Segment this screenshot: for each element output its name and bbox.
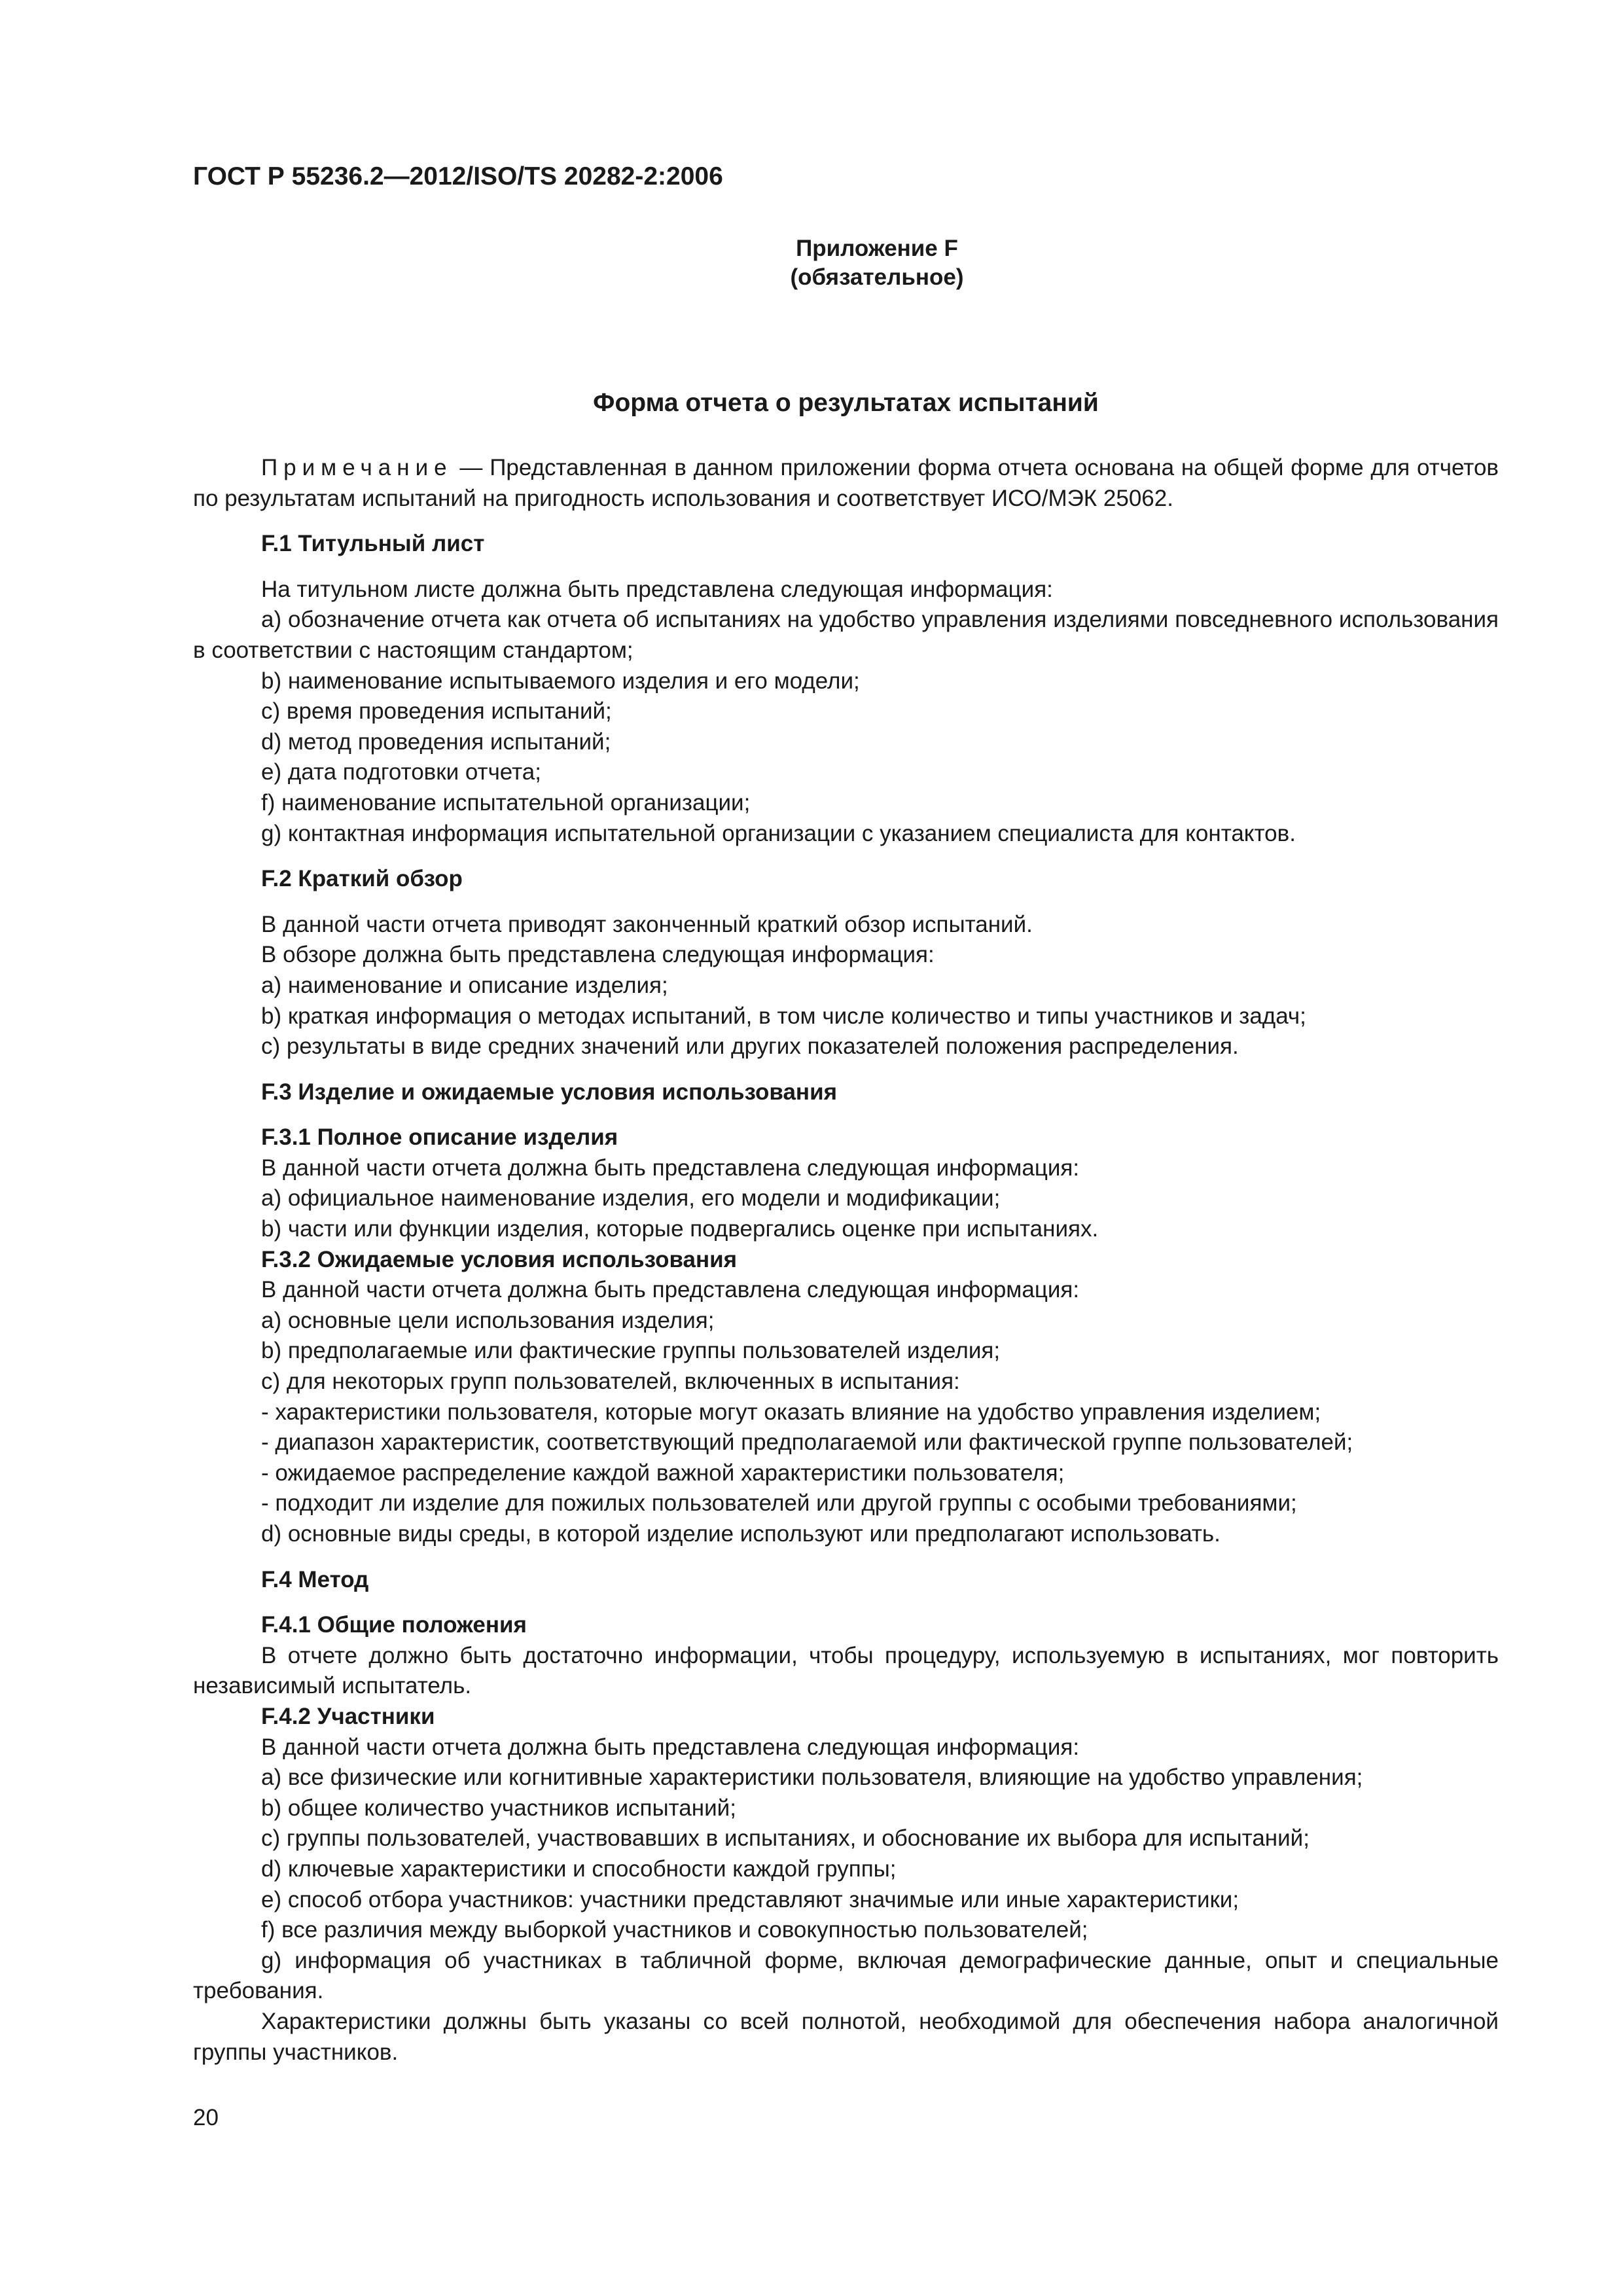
list-item: а) основные цели использования изделия; [261,1307,715,1333]
list-item: а) наименование и описание изделия; [261,972,668,998]
list-item: b) наименование испытываемого изделия и его модели; [261,668,860,694]
paragraph: В обзоре должна быть представлена следующая информация: [261,942,935,968]
list-item: - ожидаемое распределение каждой важной характеристики пользователя; [261,1460,1065,1486]
paragraph: В данной части отчета приводят законченный краткий обзор испытаний. [261,911,1033,937]
annex-status: (обязательное) [790,264,964,290]
page-number: 20 [193,2105,219,2130]
form-title: Форма отчета о результатах испытаний [593,389,1099,417]
list-item: d) основные виды среды, в которой изделие используют или предполагают использовать. [261,1521,1221,1547]
list-item: g) информация об участниках в табличной форме, включая демографические данные, опыт и специальные требования. [193,1947,1499,2004]
list-item: - характеристики пользователя, которые могут оказать влияние на удобство управления изделием; [261,1399,1321,1425]
list-item: c) для некоторых групп пользователей, включенных в испытания: [261,1369,960,1395]
document-id: ГОСТ Р 55236.2—2012/ISO/TS 20282-2:2006 [193,162,723,190]
subsection-heading-f3-2: F.3.2 Ожидаемые условия использования [261,1246,738,1272]
paragraph: В отчете должно быть достаточно информации, чтобы процедуру, используемую в испытаниях, мог повторить независимый испытатель. [193,1642,1499,1699]
list-item: d) ключевые характеристики и способности каждой группы; [261,1856,897,1882]
list-item: - диапазон характеристик, соответствующий предполагаемой или фактической группе пользователей; [261,1429,1353,1456]
list-item: f) все различия между выборкой участников и совокупностью пользователей; [261,1917,1088,1943]
list-item: b) предполагаемые или фактические группы пользователей изделия; [261,1338,1001,1364]
paragraph: В данной части отчета должна быть представлена следующая информация: [261,1734,1080,1760]
list-item: e) способ отбора участников: участники представляют значимые или иные характеристики; [261,1886,1240,1912]
paragraph: На титульном листе должна быть представлена следующая информация: [261,576,1053,602]
list-item: f) наименование испытательной организации; [261,789,751,816]
section-heading-f2: F.2 Краткий обзор [261,866,463,892]
list-item: а) обозначение отчета как отчета об испытаниях на удобство управления изделиями повседневного использования в соответствии с настоящим стандартом; [193,607,1499,663]
list-item: c) группы пользователей, участвовавших в испытаниях, и обоснование их выбора для испытаний; [261,1825,1310,1852]
section-heading-f3: F.3 Изделие и ожидаемые условия использования [261,1079,838,1105]
section-heading-f4: F.4 Метод [261,1566,369,1592]
list-item: g) контактная информация испытательной организации с указанием специалиста для контактов. [261,820,1296,846]
note-label: Примечание [261,455,453,480]
list-item: e) дата подготовки отчета; [261,759,541,785]
list-item: b) общее количество участников испытаний; [261,1795,736,1821]
list-item: d) метод проведения испытаний; [261,728,611,755]
list-item: - подходит ли изделие для пожилых пользователей или другой группы с особыми требованиями; [261,1490,1297,1516]
document-body [193,453,1499,2068]
subsection-heading-f4-1: F.4.1 Общие положения [261,1612,527,1638]
paragraph: Характеристики должны быть указаны со всей полнотой, необходимой для обеспечения набора аналогичной группы участников. [193,2008,1499,2065]
annex-label: Приложение F [796,236,958,261]
list-item: b) части или функции изделия, которые подвергались оценке при испытаниях. [261,1216,1099,1242]
subsection-heading-f3-1: F.3.1 Полное описание изделия [261,1124,618,1151]
section-heading-f1: F.1 Титульный лист [261,531,485,557]
note-paragraph [193,453,1499,514]
list-item: b) краткая информация о методах испытаний, в том числе количество и типы участников и задач; [261,1003,1306,1029]
list-item: а) все физические или когнитивные характеристики пользователя, влияющие на удобство управления; [261,1765,1363,1791]
paragraph: В данной части отчета должна быть представлена следующая информация: [261,1277,1080,1303]
list-item: c) время проведения испытаний; [261,698,612,725]
subsection-heading-f4-2: F.4.2 Участники [261,1703,435,1729]
paragraph: В данной части отчета должна быть представлена следующая информация: [261,1155,1080,1181]
list-item: c) результаты в виде средних значений или других показателей положения распределения. [261,1033,1239,1060]
annex-heading [720,234,1034,292]
list-item: а) официальное наименование изделия, его модели и модификации; [261,1185,1001,1211]
note-text: — Представленная в данном приложении форма отчета основана на общей форме для отчетов по результатам испытаний на пригодность использования и соответствует ИСО/МЭК 25062. [193,455,1499,511]
